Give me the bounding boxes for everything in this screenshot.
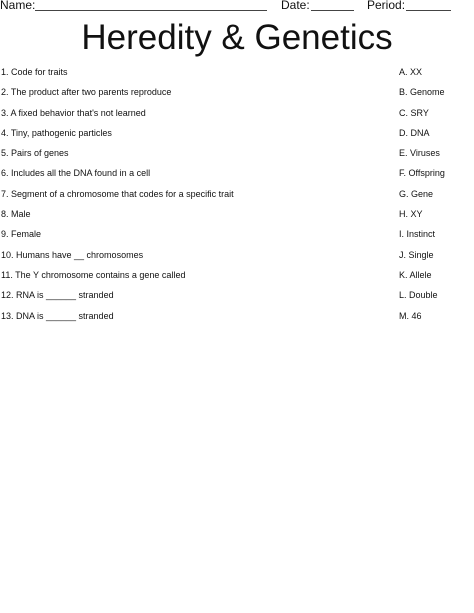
date-field[interactable] [311, 10, 354, 11]
clue-text: 6. Includes all the DNA found in a cell [1, 168, 151, 179]
period-field[interactable] [406, 10, 451, 11]
matching-row [0, 82, 474, 102]
page-title: Heredity & Genetics [81, 18, 393, 57]
answer-choice: G. Gene [399, 188, 434, 199]
answer-choice: F. Offspring [399, 168, 445, 179]
clue-text: 3. A fixed behavior that's not learned [1, 107, 146, 118]
answer-choice: J. Single [399, 249, 434, 260]
matching-row [0, 103, 474, 123]
answer-choice: M. 46 [399, 310, 422, 321]
answer-choice: H. XY [399, 209, 423, 220]
clue-text: 13. DNA is ______ stranded [1, 310, 114, 321]
matching-row [0, 62, 474, 82]
answer-choice: B. Genome [399, 87, 445, 98]
matching-row [0, 245, 474, 265]
answer-choice: C. SRY [399, 107, 429, 118]
clue-text: 8. Male [1, 209, 31, 220]
clue-text: 9. Female [1, 229, 42, 240]
matching-row [0, 143, 474, 163]
answer-choice: A. XX [399, 67, 423, 77]
clue-text: 7. Segment of a chromosome that codes for a specific trait [1, 188, 234, 199]
matching-row [0, 204, 474, 224]
clue-text: 12. RNA is ______ stranded [1, 290, 114, 301]
name-label: Name: [0, 0, 36, 12]
matching-row [0, 285, 474, 305]
clue-text: 1. Code for traits [1, 67, 68, 77]
period-label: Period: [367, 0, 406, 12]
answer-choice: D. DNA [399, 127, 430, 138]
clue-text: 4. Tiny, pathogenic particles [1, 127, 112, 138]
matching-row [0, 184, 474, 204]
clue-text: 2. The product after two parents reproduce [1, 87, 172, 98]
answer-choice: I. Instinct [399, 229, 436, 240]
answer-choice: K. Allele [399, 269, 432, 280]
name-field[interactable] [35, 10, 267, 11]
matching-row [0, 306, 474, 326]
clue-text: 11. The Y chromosome contains a gene called [1, 269, 186, 280]
clue-text: 10. Humans have __ chromosomes [1, 249, 144, 260]
answer-choice: E. Viruses [399, 148, 440, 159]
date-label: Date: [281, 0, 310, 12]
matching-row [0, 224, 474, 244]
matching-row [0, 265, 474, 285]
answer-choice: L. Double [399, 290, 438, 301]
matching-row [0, 123, 474, 143]
matching-row [0, 163, 474, 183]
clue-text: 5. Pairs of genes [1, 148, 69, 159]
matching-list [0, 62, 474, 326]
worksheet-header [0, 0, 474, 14]
